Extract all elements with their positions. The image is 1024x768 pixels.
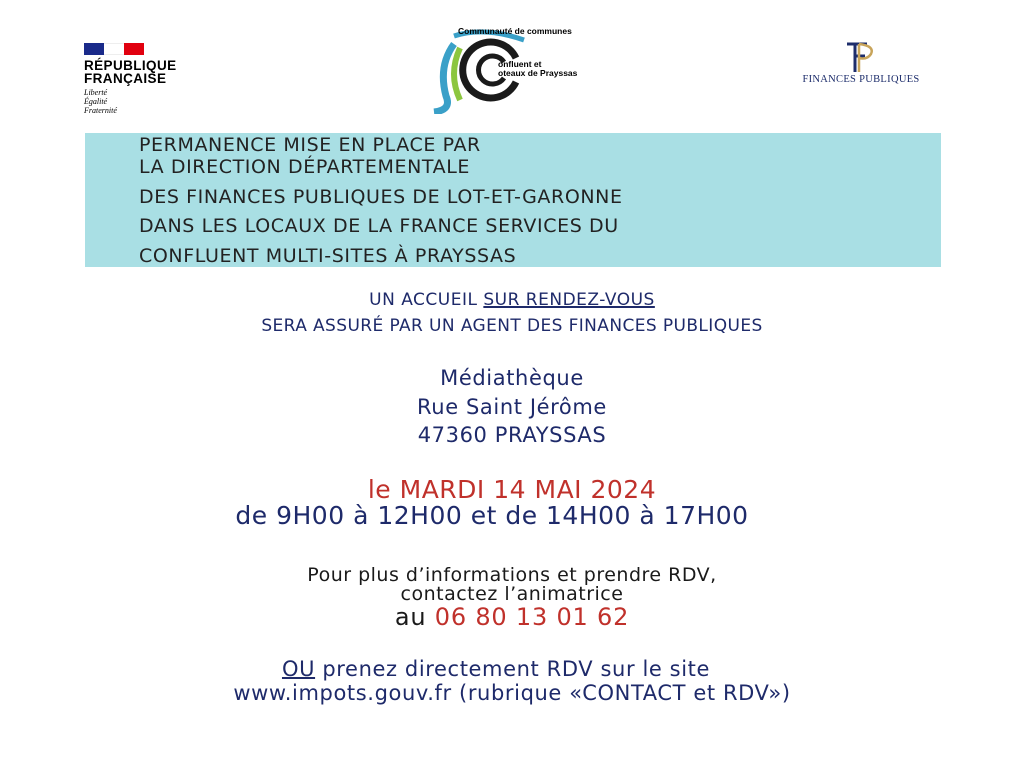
contact-line-1: Pour plus d’informations et prendre RDV, — [307, 564, 717, 586]
republique-francaise-logo — [84, 43, 234, 115]
accueil-rendez-vous: SUR RENDEZ-VOUS — [483, 290, 655, 310]
finances-publiques-logo — [776, 40, 946, 88]
republique-text: RÉPUBLIQUE — [84, 58, 177, 73]
info-banner — [85, 133, 941, 267]
french-flag-icon — [84, 43, 144, 55]
event-date: le MARDI 14 MAI 2024 — [367, 475, 657, 504]
communaute-title: Communauté de communes — [458, 26, 572, 36]
ou-label: OU — [281, 657, 316, 681]
address-place: Médiathèque — [440, 366, 584, 390]
banner-line-5: CONFLUENT MULTI-SITES À PRAYSSAS — [139, 245, 517, 267]
fp-monogram-icon — [841, 40, 881, 74]
motto-fraternite: Fraternité — [84, 106, 117, 115]
communaute-de-communes-logo — [424, 26, 644, 114]
motto-liberte: Liberté — [84, 88, 108, 97]
communaute-line2: oteaux de Prayssas — [498, 68, 578, 78]
accueil-prefix: UN ACCUEIL — [369, 290, 484, 310]
accueil-line-2: SERA ASSURÉ PAR UN AGENT DES FINANCES PUBLIQUES — [261, 316, 763, 336]
banner-line-1: PERMANENCE MISE EN PLACE PAR — [139, 134, 481, 156]
online-line-1 — [0, 657, 1008, 681]
impots-website-link[interactable]: www.impots.gouv.fr (rubrique «CONTACT et RDV») — [233, 681, 791, 705]
online-line-1-rest: prenez directement RDV sur le site — [315, 657, 711, 681]
banner-line-2: LA DIRECTION DÉPARTEMENTALE — [139, 156, 471, 178]
contact-line-2: contactez l’animatrice — [400, 583, 624, 605]
event-hours: de 9H00 à 12H00 et de 14H00 à 17H00 — [235, 501, 749, 530]
francaise-text: FRANÇAISE — [84, 71, 167, 86]
address-city: 47360 PRAYSSAS — [417, 423, 607, 447]
phone-prefix: au — [394, 603, 435, 631]
banner-line-4: DANS LES LOCAUX DE LA FRANCE SERVICES DU — [139, 215, 619, 237]
finances-publiques-label: FINANCES PUBLIQUES — [802, 74, 920, 85]
address-street: Rue Saint Jérôme — [417, 395, 607, 419]
contact-phone-line — [0, 603, 1024, 631]
banner-line-3: DES FINANCES PUBLIQUES DE LOT-ET-GARONNE — [139, 186, 623, 208]
accueil-line-1 — [0, 290, 1024, 310]
communaute-line1: onfluent et — [498, 59, 542, 69]
phone-number[interactable]: 06 80 13 01 62 — [434, 603, 630, 631]
motto-egalite: Égalité — [84, 97, 108, 106]
